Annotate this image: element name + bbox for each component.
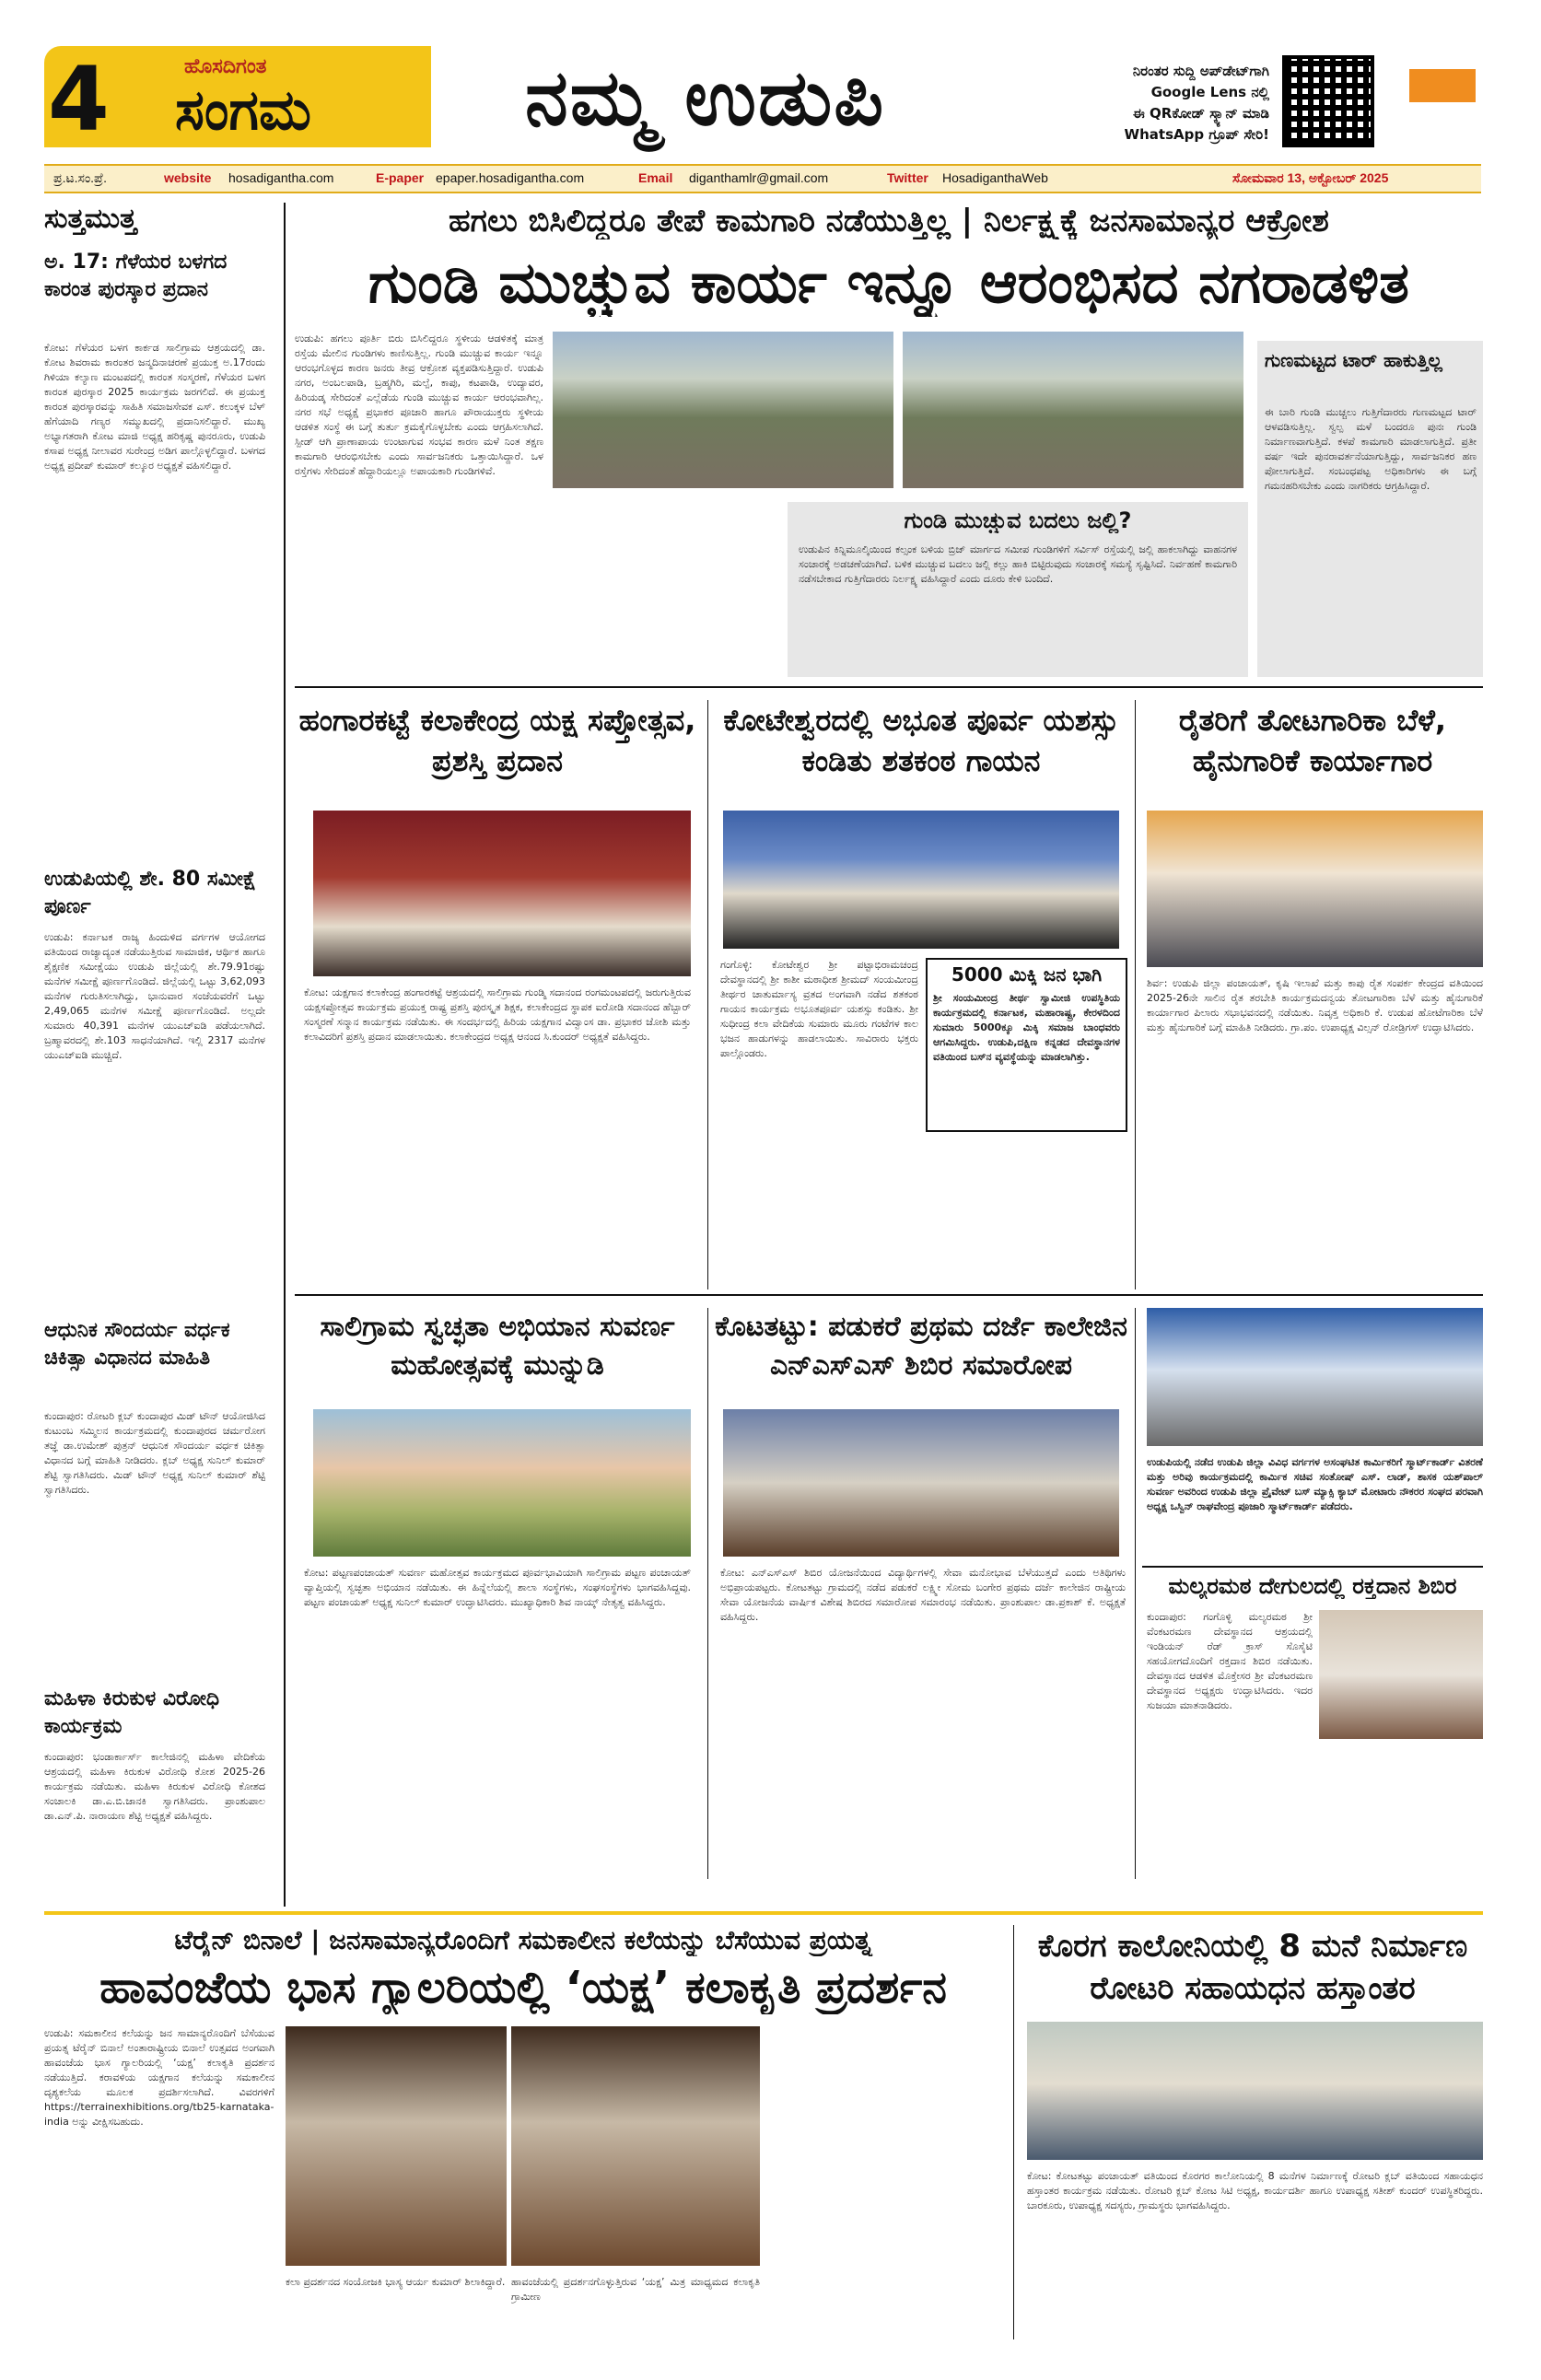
- section-rule: [295, 1294, 1483, 1296]
- sidebar-title: ಸುತ್ತಮುತ್ತ: [44, 203, 137, 235]
- nss-camp-photo: [723, 1409, 1119, 1557]
- column-rule: [707, 1308, 708, 1879]
- column-rule: [284, 203, 286, 1907]
- email-link[interactable]: diganthamlr@gmail.com: [689, 170, 829, 185]
- story-headline: ಕೊಟತಟ್ಟು: ಪಡುಕರೆ ಪ್ರಥಮ ದರ್ಜೆ ಕಾಲೇಜಿನ ಎನ್ಎಸ್ಎಸ್ ಶಿಬಿರ ಸಮಾರೋಪ: [715, 1311, 1127, 1382]
- epaper-link[interactable]: epaper.hosadigantha.com: [436, 170, 585, 185]
- story-body: ಗಂಗೊಳ್ಳಿ: ಕೋಟೇಶ್ವರ ಶ್ರೀ ಪಟ್ಟಾಭಿರಾಮಚಂದ್ರ ದೇವಸ್ಥಾನದಲ್ಲಿ ಶ್ರೀ ಕಾಶೀ ಮಠಾಧೀಶ ಶ್ರೀಮದ್ ಸಂಯಮೀಂದ್ರ ತೀರ್ಥರ ಚಾತುರ್ಮಾಸ್ಯ ವ್ರತದ ಅಂಗವಾಗಿ ನಡೆದ ಶತಕಂಠ ಗಾಯನ ಕಾರ್ಯಕ್ರಮ ಅಭೂತಪೂರ್ವ ಯಶಸ್ಸು ಕಂಡಿತು. ಶ್ರೀ ಸುಧೀಂದ್ರ ಕಲಾ ವೇದಿಕೆಯ ಸುಮಾರು ಮೂರು ಗಂಟೆಗಳ ಕಾಲ ಭಜನ ಹಾಡುಗಳನ್ನು ಹಾಡಲಾಯಿತು. ಸಾವಿರಾರು ಭಕ್ತರು ಪಾಲ್ಗೊಂಡರು.: [720, 959, 918, 1059]
- page-number: 4: [48, 48, 110, 151]
- story-body: ಉಡುಪಿ: ಸಮಕಾಲೀನ ಕಲೆಯನ್ನು ಜನ ಸಾಮಾನ್ಯರೊಂದಿಗೆ ಬೆಸೆಯುವ ಪ್ರಯತ್ನ ಟೆರೈನ್ ಬಿನಾಲೆ ಅಂತಾರಾಷ್ಟ್ರೀಯ ಬಿನಾಲೆ ಉತ್ಸವದ ಅಂಗವಾಗಿ ಹಾವಂಜೆಯ ಭಾಸ ಗ್ಯಾಲರಿಯಲ್ಲಿ ‘ಯಕ್ಷ’ ಕಲಾಕೃತಿ ಪ್ರದರ್ಶನ ನಡೆಯುತ್ತಿದೆ. ಕರಾವಳಿಯ ಯಕ್ಷಗಾನ ಕಲೆಯನ್ನು ಸಮಕಾಲೀನ ದೃಶ್ಯಕಲೆಯ ಮೂಲಕ ಪ್ರದರ್ಶಿಸಲಾಗಿದೆ. ವಿವರಗಳಿಗೆ https://terrainexhibitions.org/tb25-karnataka-india ಅನ್ನು ವೀಕ್ಷಿಸಬಹುದು.: [44, 2027, 274, 2128]
- masthead: [0, 0, 1541, 184]
- sidebar-headline: ಅ. 17: ಗೆಳೆಯರ ಬಳಗದ ಕಾರಂತ ಪುರಸ್ಕಾರ ಪ್ರದಾನ: [44, 251, 228, 301]
- column-rule: [707, 700, 708, 1289]
- blood-donation-photo: [1319, 1610, 1483, 1739]
- story-body: ಶಿರ್ವ: ಉಡುಪಿ ಜಿಲ್ಲಾ ಪಂಚಾಯತ್, ಕೃಷಿ ಇಲಾಖೆ ಮತ್ತು ಕಾಪು ರೈತ ಸಂಪರ್ಕ ಕೇಂದ್ರದ ವತಿಯಿಂದ 2025-26ನೇ ಸಾಲಿನ ರೈತ ತರಬೇತಿ ಕಾರ್ಯಕ್ರಮದನ್ವಯ ತೋಟಗಾರಿಕಾ ಬೆಳೆ ಮತ್ತು ಹೈನುಗಾರಿಕೆ ಕಾರ್ಯಾಗಾರ ಪಿಲಾರು ಸಭಾಭವನದಲ್ಲಿ ನಡೆಯಿತು. ನಿವೃತ್ತ ಅಧಿಕಾರಿ ಕೆ. ಉಡುಪ ಹೋಟೆಗಾರಿಕಾ ಬೆಳೆ ಮತ್ತು ಹೈನುಗಾರಿಕೆ ಬಗ್ಗೆ ಮಾಹಿತಿ ನೀಡಿದರು. ಗ್ರಾ.ಪಂ. ಉಪಾಧ್ಯಕ್ಷ ವಿಲ್ಸನ್ ರೋಡ್ರಿಗಸ್ ಉದ್ಘಾಟಿಸಿದರು.: [1147, 977, 1483, 1033]
- lead-kicker: ಹಗಲು ಬಿಸಿಲಿದ್ದರೂ ತೇಪೆ ಕಾಮಗಾರಿ ನಡೆಯುತ್ತಿಲ್ಲ | ನಿರ್ಲಕ್ಷ್ಯಕ್ಕೆ ಜನಸಾಮಾನ್ಯರ ಆಕ್ರೋಶ: [449, 203, 1329, 239]
- yaksha-artwork-photo: [511, 2026, 760, 2266]
- lead-inset-title: ಗುಂಡಿ ಮುಚ್ಚುವ ಬದಲು ಜಲ್ಲಿ?: [904, 508, 1132, 533]
- bottom-kicker: ಟೆರೈನ್ ಬಿನಾಲೆ | ಜನಸಾಮಾನ್ಯರೊಂದಿಗೆ ಸಮಕಾಲೀನ ಕಲೆಯನ್ನು ಬೆಸೆಯುವ ಪ್ರಯತ್ನ: [174, 1925, 872, 1955]
- story-body: ಕೋಟ: ಪಟ್ಟಣಪಂಚಾಯತ್ ಸುವರ್ಣ ಮಹೋತ್ಸವ ಕಾರ್ಯಕ್ರಮದ ಪೂರ್ವಭಾವಿಯಾಗಿ ಸಾಲಿಗ್ರಾಮ ಪಟ್ಟಣ ಪಂಚಾಯತ್ ವ್ಯಾಪ್ತಿಯಲ್ಲಿ ಸ್ವಚ್ಛತಾ ಅಭಿಯಾನ ನಡೆಯಿತು. ಈ ಹಿನ್ನೆಲೆಯಲ್ಲಿ ಶಾಲಾ ಸಂಸ್ಥೆಗಳು, ಸಂಘಸಂಸ್ಥೆಗಳು ಭಾಗವಹಿಸಿದ್ದವು. ಪಟ್ಟಣ ಪಂಚಾಯತ್ ಅಧ್ಯಕ್ಷ ಸುನಿಲ್ ಕುಮಾರ್ ಉದ್ಘಾಟಿಸಿದರು. ಮುಖ್ಯಾಧಿಕಾರಿ ಶಿವ ನಾಯ್ಕ್ ನೇತೃತ್ವ ವಹಿಸಿದ್ದರು.: [304, 1567, 691, 1608]
- website-label: website: [164, 170, 212, 185]
- story-headline: ರೈತರಿಗೆ ತೋಟಗಾರಿಕಾ ಬೆಳೆ, ಹೈನುಗಾರಿಕೆ ಕಾರ್ಯಾಗಾರ: [1178, 703, 1447, 778]
- twitter-label: Twitter: [887, 170, 928, 185]
- orange-accent-bar: [1409, 69, 1476, 102]
- email-label: Email: [638, 170, 673, 185]
- lead-side-title: ಗುಣಮಟ್ಟದ ಟಾರ್ ಹಾಕುತ್ತಿಲ್ಲ: [1265, 349, 1442, 371]
- road-pothole-photo: [903, 332, 1243, 488]
- section-rule: [1142, 1566, 1483, 1568]
- farmers-workshop-photo: [1147, 811, 1483, 967]
- sidebar-story-body: ಕುಂದಾಪುರ: ಭಂಡಾರ್ಕಾರ್ಸ್ ಕಾಲೇಜಿನಲ್ಲಿ ಮಹಿಳಾ ವೇದಿಕೆಯ ಆಶ್ರಯದಲ್ಲಿ ಮಹಿಳಾ ಕಿರುಕುಳ ವಿರೋಧಿ ಕೋಶ 2025-26 ಕಾರ್ಯಕ್ರಮ ನಡೆಯಿತು. ಮಹಿಳಾ ಕಿರುಕುಳ ವಿರೋಧಿ ಕೋಶದ ಸಂಚಾಲಕಿ ಡಾ.ಎ.ಬಿ.ಜಾನಕಿ ಸ್ವಾಗತಿಸಿದರು. ಪ್ರಾಂಶುಪಾಲ ಡಾ.ಎನ್.ಪಿ. ನಾರಾಯಣ ಶೆಟ್ಟಿ ಅಧ್ಯಕ್ಷತೆ ವಹಿಸಿದ್ದರು.: [44, 1751, 265, 1822]
- publication-name-small: ಹೊಸದಿಗಂತ: [184, 55, 267, 78]
- story-headline: ಕೊರಗ ಕಾಲೋನಿಯಲ್ಲಿ 8 ಮನೆ ನಿರ್ಮಾಣ ರೋಟರಿ ಸಹಾಯಧನ ಹಸ್ತಾಂತರ: [1037, 1928, 1468, 2007]
- publication-name: ಸಂಗಮ: [175, 78, 311, 143]
- sidebar-headline: ಮಹಿಳಾ ಕಿರುಕುಳ ವಿರೋಧಿ ಕಾರ್ಯಕ್ರಮ: [44, 1687, 220, 1738]
- story-body: ಕೋಟ: ಎನ್ಎಸ್ಎಸ್ ಶಿಬಿರ ಯೋಜನೆಯಿಂದ ವಿದ್ಯಾರ್ಥಿಗಳಲ್ಲಿ ಸೇವಾ ಮನೋಭಾವ ಬೆಳೆಯುತ್ತದೆ ಎಂದು ಅತಿಥಿಗಳು ಅಭಿಪ್ರಾಯಪಟ್ಟರು. ಕೋಟತಟ್ಟು ಗ್ರಾಮದಲ್ಲಿ ನಡೆದ ಪಡುಕರೆ ಲಕ್ಷ್ಮೀ ಸೋಮ ಬಂಗೇರ ಪ್ರಥಮ ದರ್ಜೆ ಕಾಲೇಜಿನ ರಾಷ್ಟ್ರೀಯ ಸೇವಾ ಯೋಜನೆಯ ವಾರ್ಷಿಕ ವಿಶೇಷ ಶಿಬಿರದ ಸಮಾರೋಪ ಸಮಾರಂಭ ನಡೆಯಿತು. ಪ್ರಾಂಶುಪಾಲ ಡಾ.ಪ್ರಕಾಶ್ ಕೆ. ಅಧ್ಯಕ್ಷತೆ ವಹಿಸಿದ್ದರು.: [720, 1567, 1126, 1623]
- qr-code-icon[interactable]: [1282, 55, 1374, 147]
- story-box-body: ಶ್ರೀ ಸಂಯಮೀಂದ್ರ ತೀರ್ಥ ಸ್ವಾಮೀಜಿ ಉಪಸ್ಥಿತಿಯ ಕಾರ್ಯಕ್ರಮದಲ್ಲಿ ಕರ್ನಾಟಕ, ಮಹಾರಾಷ್ಟ್ರ, ಕೇರಳದಿಂದ ಸುಮಾರು 5000ಕ್ಕೂ ಮಿಕ್ಕಿ ಸಮಾಜ ಬಾಂಧವರು ಆಗಮಿಸಿದ್ದರು. ಉಡುಪಿ,ದಕ್ಷಿಣ ಕನ್ನಡದ ದೇವಸ್ಥಾನಗಳ ವತಿಯಿಂದ ಬಸ್‌ನ ವ್ಯವಸ್ಥೆಯನ್ನು ಮಾಡಲಾಗಿತ್ತು.: [933, 992, 1120, 1063]
- column-rule: [1135, 1308, 1136, 1879]
- story-headline: ಸಾಲಿಗ್ರಾಮ ಸ್ವಚ್ಛತಾ ಅಭಿಯಾನ ಸುವರ್ಣ ಮಹೋತ್ಸವಕ್ಕೆ ಮುನ್ನುಡಿ: [320, 1311, 675, 1382]
- print-code: ಪ್ರ.ಟ.ಸಂ.ಪ್ರೆ.: [53, 170, 108, 185]
- rotary-handover-photo: [1027, 2022, 1483, 2160]
- sidebar: [44, 203, 279, 1907]
- section-rule: [44, 1911, 1483, 1915]
- qr-line: ಈ QRಕೋಡ್ ಸ್ಕ್ಯಾನ್ ಮಾಡಿ: [1132, 105, 1269, 122]
- lead-body: ಉಡುಪಿ: ಹಗಲು ಪೂರ್ತಿ ಬಿರು ಬಿಸಿಲಿದ್ದರೂ ಸ್ಥಳೀಯ ಆಡಳಿತಕ್ಕೆ ಮಾತ್ರ ರಸ್ತೆಯ ಮೇಲಿನ ಗುಂಡಿಗಳು ಕಾಣಿಸುತ್ತಿಲ್ಲ. ಗುಂಡಿ ಮುಚ್ಚುವ ಕಾರ್ಯ ಇನ್ನೂ ಆರಂಭಗೊಳ್ಳದ ಕಾರಣ ಜನರು ತೀವ್ರ ಆಕ್ರೋಶ ವ್ಯಕ್ತಪಡಿಸುತ್ತಿದ್ದಾರೆ. ಉಡುಪಿ ನಗರ, ಅಂಬಲಪಾಡಿ, ಬ್ರಹ್ಮಗಿರಿ, ಮಲ್ಪೆ, ಕಾಪು, ಕಟಪಾಡಿ, ಉದ್ಯಾವರ, ಹಿರಿಯಡ್ಕ ಸೇರಿದಂತೆ ಎಲ್ಲೆಡೆಯ ಗುಂಡಿ ಮುಚ್ಚುವ ಕಾರ್ಯ ಆರಂಭವಾಗಿಲ್ಲ. ನಗರ ಸಭೆ ಅಧ್ಯಕ್ಷೆ ಪ್ರಭಾಕರ ಪೂಜಾರಿ ಹಾಗೂ ಪೌರಾಯುಕ್ತರು ಸ್ಥಳೀಯ ಆಡಳಿತ ಸಂಸ್ಥೆ ಈ ಬಗ್ಗೆ ತುರ್ತು ಕ್ರಮಕೈಗೊಳ್ಳಬೇಕು ಎಂದು ಆಗ್ರಹಿಸಲಾಗಿದೆ. ಸ್ಪೀಡ್ ಆಗಿ ಪ್ರಾಣಾಪಾಯ ಉಂಟಾಗುವ ಸಂಭವ ಕಾರಣ ಮಳೆ ನಿಂತ ತಕ್ಷಣ ಕಾಮಗಾರಿ ಆರಂಭಿಸಬೇಕು ಎಂದು ಸಾರ್ವಜನಿಕರು ಒತ್ತಾಯಿಸಿದ್ದಾರೆ. ಒಳ ರಸ್ತೆಗಳು ಸೇರಿದಂತೆ ಹೆದ್ದಾರಿಯಲ್ಲೂ ಅಪಾಯಕಾರಿ ಗುಂಡಿಗಳಿವೆ.: [295, 332, 543, 477]
- story-box-title: 5000 ಮಿಕ್ಕಿ ಜನ ಭಾಗಿ: [951, 963, 1103, 986]
- story-headline: ಮಲ್ಯರಮಠ ದೇಗುಲದಲ್ಲಿ ರಕ್ತದಾನ ಶಿಬಿರ: [1168, 1573, 1457, 1599]
- sidebar-story-body: ಕುಂದಾಪುರ: ರೋಟರಿ ಕ್ಲಬ್ ಕುಂದಾಪುರ ಮಿಡ್ ಟೌನ್ ಆಯೋಜಿಸಿದ ಕುಟುಂಬ ಸಮ್ಮಿಲನ ಕಾರ್ಯಕ್ರಮದಲ್ಲಿ ಕುಂದಾಪುರದ ಚರ್ಮರೋಗ ತಜ್ಞೆ ಡಾ.ಉಮೇಶ್ ಪುತ್ರನ್ ಆಧುನಿಕ ಸೌಂದರ್ಯ ವರ್ಧಕ ಚಿಕಿತ್ಸಾ ವಿಧಾನದ ಬಗ್ಗೆ ಮಾಹಿತಿ ನೀಡಿದರು. ಕ್ಲಬ್ ಅಧ್ಯಕ್ಷ ಸುನಿಲ್ ಕುಮಾರ್ ಶೆಟ್ಟಿ ಸ್ವಾಗತಿಸಿದರು. ಮಿಡ್ ಟೌನ್ ಅಧ್ಯಕ್ಷ ಸುನಿಲ್ ಕುಮಾರ್ ಶೆಟ್ಟಿ ಸ್ವಾಗತಿಸಿದರು.: [44, 1410, 265, 1496]
- section-rule: [295, 686, 1483, 688]
- qr-instructions: [1076, 61, 1269, 146]
- sidebar-headline: ಉಡುಪಿಯಲ್ಲಿ ಶೇ. 80 ಸಮೀಕ್ಷೆ ಪೂರ್ಣ: [44, 868, 257, 918]
- twitter-link[interactable]: HosadiganthaWeb: [942, 170, 1048, 185]
- lead-headline: ಗುಂಡಿ ಮುಚ್ಚುವ ಕಾರ್ಯ ಇನ್ನೂ ಆರಂಭಿಸದ ನಗರಾಡಳಿತ: [368, 249, 1410, 316]
- cleanliness-drive-photo: [313, 1409, 691, 1557]
- info-bar: [44, 164, 1481, 193]
- story-headline: ಹಾವಂಜೆಯ ಭಾಸ ಗ್ಯಾಲರಿಯಲ್ಲಿ ‘ಯಕ್ಷ’ ಕಲಾಕೃತಿ ಪ್ರದರ್ಶನ: [99, 1962, 947, 2013]
- column-rule: [1135, 700, 1136, 1289]
- road-pothole-photo: [553, 332, 893, 488]
- lead-inset-body: ಉಡುಪಿನ ಕಿನ್ನಿಮೂಲ್ಕಿಯಿಂದ ಕಲ್ಸಂಕ ಬಳಿಯ ಬ್ರಿಜ್ ಮಾರ್ಗದ ಸಮೀಪ ಗುಂಡಿಗಳಿಗೆ ಸರ್ವಿಸ್ ರಸ್ತೆಯಲ್ಲಿ ಜಲ್ಲಿ ಹಾಕಲಾಗಿದ್ದು ವಾಹನಗಳ ಸಂಚಾರಕ್ಕೆ ಅಡಚಣೆಯಾಗಿದೆ. ಬಳಿಕ ಮುಚ್ಚುವ ಬದಲು ಜಲ್ಲಿ ಕಲ್ಲು ಹಾಕಿ ಬಿಟ್ಟಿರುವುದು ಸಂಚಾರಕ್ಕೆ ಸಮಸ್ಯೆ ಸೃಷ್ಟಿಸಿದೆ. ನಿರ್ವಹಣೆ ಕಾಮಗಾರಿ ನಡೆಸಬೇಕಾದ ಗುತ್ತಿಗೆದಾರರು ನಿರ್ಲಕ್ಷ್ಯ ವಹಿಸಿದ್ದಾರೆ ಎಂದು ದೂರು ಕೇಳಿ ಬಂದಿದೆ.: [799, 543, 1237, 585]
- story-box: [926, 958, 1127, 1132]
- photo-caption: ಹಾವಂಜೆಯಲ್ಲಿ ಪ್ರದರ್ಶನಗೊಳ್ಳುತ್ತಿರುವ ‘ಯಕ್ಷ’ ಮಿತ್ರ ಮಾಧ್ಯಮದ ಕಲಾಕೃತಿ ಗ್ರಾಮೀಣ: [511, 2276, 760, 2303]
- photo-caption: ಉಡುಪಿಯಲ್ಲಿ ನಡೆದ ಉಡುಪಿ ಜಿಲ್ಲಾ ವಿವಿಧ ವರ್ಗಗಳ ಅಸಂಘಟಿತ ಕಾರ್ಮಿಕರಿಗೆ ಸ್ಮಾರ್ಟ್‌ಕಾರ್ಡ್ ವಿತರಣೆ ಮತ್ತು ಅರಿವು ಕಾರ್ಯಕ್ರಮದಲ್ಲಿ ಕಾರ್ಮಿಕ ಸಚಿವ ಸಂತೋಷ್ ಎಸ್. ಲಾಡ್, ಶಾಸಕ ಯಶ್‌ಪಾಲ್ ಸುವರ್ಣ ಅವರಿಂದ ಉಡುಪಿ ಜಿಲ್ಲಾ ಪ್ರೈವೇಟ್ ಬಸ್ ಮ್ಯಾಕ್ಸಿ ಕ್ಯಾಬ್ ಮೋಟಾರು ನೌಕರರ ಸಂಘದ ಪರವಾಗಿ ಅಧ್ಯಕ್ಷ ಒಸ್ವಿನ್ ರಾಘವೇಂದ್ರ ಪೂಜಾರಿ ಸ್ಮಾರ್ಟ್‌ಕಾರ್ಡ್ ಪಡೆದರು.: [1147, 1456, 1483, 1512]
- edition-title: ನಮ್ಮ ಉಡುಪಿ: [525, 52, 886, 143]
- sidebar-story-body: ಕೋಟ: ಗೆಳೆಯರ ಬಳಗ ಕಾರ್ಕಡ ಸಾಲಿಗ್ರಾಮ ಆಶ್ರಯದಲ್ಲಿ ಡಾ. ಕೋಟ ಶಿವರಾಮ ಕಾರಂತರ ಜನ್ಮದಿನಾಚರಣೆ ಪ್ರಯುಕ್ತ ಅ.17ರಂದು ಗಿಳಿಯಾ ಕಲ್ಯಾಣ ಮಂಟಪದಲ್ಲಿ ಕಾರಂತ ಸಂಸ್ಮರಣೆ, ಗೆಳೆಯರ ಬಳಗ ಕಾರಂತ ಪುರಸ್ಕಾರ 2025 ಕಾರ್ಯಕ್ರಮ ಜರಗಲಿದೆ. ಈ ಪ್ರಯುಕ್ತ ಕಾರಂತ ಪುರಸ್ಕಾರವನ್ನು ಸಾಹಿತಿ ಸಮಾಜಸೇವಕ ಎಸ್. ಕಲುಕ್ಕಳ ಬೆಳ್ ಹೆಗೆಯಾದಿ ಗಣ್ಯರ ಸಮ್ಮುಖದಲ್ಲಿ ಪ್ರದಾನಿಸಲಿದ್ದಾರೆ. ಮುಖ್ಯ ಅಭ್ಯಾಗತರಾಗಿ ಕೋಟ ಮಾಜಿ ಅಧ್ಯಕ್ಷ ಹರಿಕೃಷ್ಣ ಪುನರೂರು, ಉಡುಪಿ ಕಸಾಪ ಅಧ್ಯಕ್ಷ ನೀಲಾವರ ಸುರೇಂದ್ರ ಅಡಿಗ ಪಾಲ್ಗೊಳ್ಳಲಿದ್ದಾರೆ. ಬಳಗದ ಅಧ್ಯಕ್ಷ ಪ್ರದೀಪ್ ಕುಮಾರ್ ಕಲ್ಕೂರ ಅಧ್ಯಕ್ಷತೆ ವಹಿಸಲಿದ್ದಾರೆ.: [44, 342, 265, 472]
- website-link[interactable]: hosadigantha.com: [228, 170, 334, 185]
- yakshagana-award-photo: [313, 811, 691, 976]
- story-body: ಕೋಟ: ಯಕ್ಷಗಾನ ಕಲಾಕೇಂದ್ರ ಹಂಗಾರಕಟ್ಟೆ ಆಶ್ರಯದಲ್ಲಿ ಸಾಲಿಗ್ರಾಮ ಗುಂಡ್ಮಿ ಸದಾನಂದ ರಂಗಮಂಟಪದಲ್ಲಿ ಜರುಗುತ್ತಿರುವ ಯಕ್ಷಸಪ್ತೋತ್ಸವ ಕಾರ್ಯಕ್ರಮ ಪ್ರಯುಕ್ತ ರಾಷ್ಟ್ರ ಪ್ರಶಸ್ತಿ ಪುರಸ್ಕೃತ ಶಿಕ್ಷಕ, ಕಲಾಕೇಂದ್ರದ ಸ್ಥಾಪಕ ಐರೋಡಿ ಸದಾನಂದ ಹೆಬ್ಬಾರ್ ಸಂಸ್ಮರಣೆ ಸನ್ಮಾನ ಕಾರ್ಯಕ್ರಮ ನಡೆಯಿತು. ಈ ಸಂದರ್ಭದಲ್ಲಿ ಹಿರಿಯ ಯಕ್ಷಗಾನ ವಿದ್ವಾಂಸ ಡಾ. ಪ್ರಭಾಕರ ಜೋಶಿ ಮತ್ತು ಕಲಾವಿದರಿಗೆ ಪ್ರಶಸ್ತಿ ಪ್ರದಾನ ಮಾಡಲಾಯಿತು. ಕಲಾಕೇಂದ್ರದ ಅಧ್ಯಕ್ಷ ಆನಂದ ಸಿ.ಕುಂದರ್ ಅಧ್ಯಕ್ಷತೆ ವಹಿಸಿದ್ದರು.: [304, 986, 691, 1043]
- sidebar-headline: ಆಧುನಿಕ ಸೌಂದರ್ಯ ವರ್ಧಕ ಚಿಕಿತ್ಸಾ ವಿಧಾನದ ಮಾಹಿತಿ: [44, 1319, 230, 1370]
- column-rule: [1013, 1925, 1014, 2339]
- qr-line: WhatsApp ಗ್ರೂಪ್ ಸೇರಿ!: [1124, 126, 1269, 143]
- smart-card-distribution-photo: [1147, 1308, 1483, 1446]
- qr-line: Google Lens ನಲ್ಲಿ: [1150, 84, 1269, 100]
- sidebar-story-body: ಉಡುಪಿ: ಕರ್ನಾಟಕ ರಾಜ್ಯ ಹಿಂದುಳಿದ ವರ್ಗಗಳ ಆಯೋಗದ ವತಿಯಿಂದ ರಾಜ್ಯಾದ್ಯಂತ ನಡೆಯುತ್ತಿರುವ ಸಾಮಾಜಿಕ, ಆರ್ಥಿಕ ಹಾಗೂ ಶೈಕ್ಷಣಿಕ ಸಮೀಕ್ಷೆಯು ಉಡುಪಿ ಜಿಲ್ಲೆಯಲ್ಲಿ ಶೇ.79.91ರಷ್ಟು ಮನೆಗಳ ಸಮೀಕ್ಷೆ ಪೂರ್ಣಗೊಂಡಿದೆ. ಜಿಲ್ಲೆಯಲ್ಲಿ ಒಟ್ಟು 3,62,093 ಮನೆಗಳ ಗುರುತಿಸಲಾಗಿದ್ದು, ಭಾನುವಾರ ಸಂಜೆಯವರೆಗೆ ಒಟ್ಟು 2,49,065 ಮನೆಗಳ ಸಮೀಕ್ಷೆ ಪೂರ್ಣಗೊಂಡಿದೆ. ಅಲ್ಲದೇ ಸುಮಾರು 40,391 ಮನೆಗಳ ಯುಎಚ್‌ಐಡಿ ಪಡೆಯಲಾಗಿದೆ. ಬ್ರಹ್ಮಾವರದಲ್ಲಿ ಶೇ.103 ಸಾಧನೆಯಾಗಿದೆ. ಇಲ್ಲಿ 2317 ಮನೆಗಳ ಯುಎಚ್‌ಐಡಿ ಮುಚ್ಚಿದೆ.: [44, 931, 265, 1061]
- lead-side-box: [1257, 341, 1483, 677]
- story-body: ಕೋಟ: ಕೋಟತಟ್ಟು ಪಂಚಾಯತ್ ವತಿಯಿಂದ ಕೊರಗರ ಕಾಲೋನಿಯಲ್ಲಿ 8 ಮನೆಗಳ ನಿರ್ಮಾಣಕ್ಕೆ ರೋಟರಿ ಕ್ಲಬ್ ವತಿಯಿಂದ ಸಹಾಯಧನ ಹಸ್ತಾಂತರ ಕಾರ್ಯಕ್ರಮ ನಡೆಯಿತು. ರೋಟರಿ ಕ್ಲಬ್ ಕೋಟ ಸಿಟಿ ಅಧ್ಯಕ್ಷ, ಕಾರ್ಯದರ್ಶಿ ಹಾಗೂ ಉಪಾಧ್ಯಕ್ಷ ಸತೀಶ್ ಕುಂದರ್ ಉಪಸ್ಥಿತರಿದ್ದರು. ಬಾರಕೂರು, ಉಪಾಧ್ಯಕ್ಷ ಸದಸ್ಯರು, ಗ್ರಾಮಸ್ಥರು ಭಾಗವಹಿಸಿದ್ದರು.: [1027, 2170, 1483, 2211]
- issue-date: ಸೋಮವಾರ 13, ಅಕ್ಟೋಬರ್ 2025: [1232, 170, 1389, 185]
- qr-line: ನಿರಂತರ ಸುದ್ದಿ ಅಪ್‌ಡೇಟ್‌ಗಾಗಿ: [1132, 63, 1269, 79]
- yaksha-exhibition-photo: [286, 2026, 507, 2266]
- lead-inset-box: [788, 502, 1248, 677]
- shatakantha-gayana-photo: [723, 811, 1119, 949]
- story-headline: ಹಂಗಾರಕಟ್ಟೆ ಕಲಾಕೇಂದ್ರ ಯಕ್ಷ ಸಪ್ತೋತ್ಸವ, ಪ್ರಶಸ್ತಿ ಪ್ರದಾನ: [298, 703, 696, 778]
- photo-caption: ಕಲಾ ಪ್ರದರ್ಶನದ ಸಂಯೋಜಕಿ ಭಾಸ್ಯ ಆರ್ಯ ಕುಮಾರ್ ಶಿಲಾಕಿದ್ದಾರೆ.: [286, 2276, 506, 2288]
- story-headline: ಕೋಟೇಶ್ವರದಲ್ಲಿ ಅಭೂತ ಪೂರ್ವ ಯಶಸ್ಸು ಕಂಡಿತು ಶತಕಂಠ ಗಾಯನ: [723, 703, 1119, 778]
- story-body: ಕುಂದಾಪುರ: ಗಂಗೊಳ್ಳಿ ಮಲ್ಯರಮಠ ಶ್ರೀ ವೆಂಕಟರಮಣ ದೇವಸ್ಥಾನದ ಆಶ್ರಯದಲ್ಲಿ ಇಂಡಿಯನ್ ರೆಡ್ ಕ್ರಾಸ್ ಸೊಸೈಟಿ ಸಹಯೋಗದೊಂದಿಗೆ ರಕ್ತದಾನ ಶಿಬಿರ ನಡೆಯಿತು. ದೇವಸ್ಥಾನದ ಆಡಳಿತ ಮೊಕ್ತೇಸರ ಶ್ರೀ ವೆಂಕಟರಮಣ ದೇವಸ್ಥಾನದ ಅಧ್ಯಕ್ಷರು ಉದ್ಘಾಟಿಸಿದರು. ಇದರ ಸುಜಯಾ ಮಾತನಾಡಿದರು.: [1147, 1611, 1313, 1711]
- epaper-label: E-paper: [376, 170, 425, 185]
- lead-side-body: ಈ ಬಾರಿ ಗುಂಡಿ ಮುಚ್ಚಲು ಗುತ್ತಿಗೆದಾರರು ಗುಣಮಟ್ಟದ ಟಾರ್ ಆಳವಡಿಸುತ್ತಿಲ್ಲ. ಸ್ವಲ್ಪ ಮಳೆ ಬಂದರೂ ಪುನಃ ಗುಂಡಿ ನಿರ್ಮಾಣವಾಗುತ್ತಿದೆ. ಕಳಪೆ ಕಾಮಗಾರಿ ಮಾಡಲಾಗುತ್ತಿದೆ. ಪ್ರತೀ ವರ್ಷ ಇದೇ ಪುನರಾವರ್ತನೆಯಾಗುತ್ತಿದ್ದು, ಸಾರ್ವಜನಿಕರ ಹಣ ಪೋಲಾಗುತ್ತಿದೆ. ಸಂಬಂಧಪಟ್ಟ ಅಧಿಕಾರಿಗಳು ಈ ಬಗ್ಗೆ ಗಮನಹರಿಸಬೇಕು ಎಂದು ನಾಗರಿಕರು ಆಗ್ರಹಿಸಿದ್ದಾರೆ.: [1265, 406, 1477, 492]
